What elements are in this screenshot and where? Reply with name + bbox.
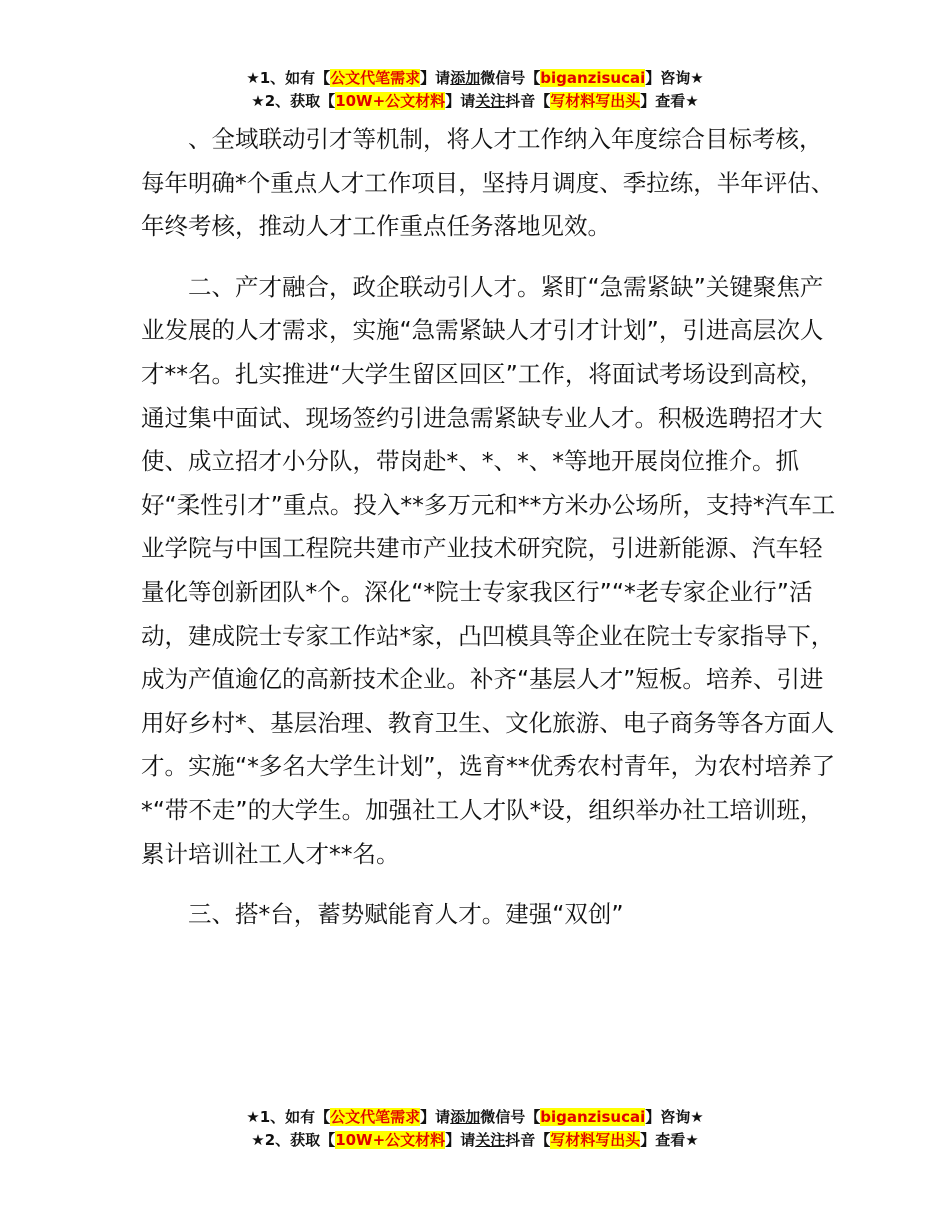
highlight-service: 公文代笔需求	[330, 1108, 421, 1126]
banner-line-2: ★2、获取【10W+公文材料】请关注抖音【写材料写出头】查看★	[251, 1131, 699, 1149]
highlight-materials: 10W+公文材料	[335, 1131, 446, 1149]
paragraph-3: 三、搭*台，蓄势赋能育人才。建强“双创”	[188, 900, 624, 929]
highlight-douyin-account: 写材料写出头	[550, 1131, 641, 1149]
highlight-wechat-id: biganzisucai	[540, 69, 646, 87]
highlight-wechat-id: biganzisucai	[540, 1108, 646, 1126]
banner-line-1: ★1、如有【公文代笔需求】请添加微信号【biganzisucai】咨询★	[246, 69, 704, 87]
highlight-douyin-account: 写材料写出头	[550, 92, 641, 110]
highlight-service: 公文代笔需求	[330, 69, 421, 87]
footer-banner	[0, 1106, 950, 1152]
header-banner	[0, 67, 950, 113]
paragraph-2: 二、产才融合，政企联动引人才。紧盯“急需紧缺”关键聚焦产业发展的人才需求，实施“急需紧缺人才引才计划”，引进高层次人才**名。扎实推进“大学生留区回区”工作，将面试考场设到高校，通过集中面试、现场签约引进急需紧缺专业人才。积极选聘招才大使、成立招才小分队，带岗赴*、*、*、*等地开展岗位推介。抓好“柔性引才”重点。投入**多万元和**方米办公场所，支持*汽车工业学院与中国工程院共建市产业技术研究院，引进新能源、汽车轻量化等创新团队*个。深化“*院士专家我区行”“*老专家企业行”活动，建成院士专家工作站*家，凸凹模具等企业在院士专家指导下，成为产值逾亿的高新技术企业。补齐“基层人才”短板。培养、引进用好乡村*、基层治理、教育卫生、文化旅游、电子商务等各方面人才。实施“*多名大学生计划”，选育**优秀农村青年，为农村培养了*“带不走”的大学生。加强社工人才队*设，组织举办社工培训班，累计培训社工人才**名。	[141, 272, 836, 868]
document-body	[141, 118, 841, 937]
highlight-materials: 10W+公文材料	[335, 92, 446, 110]
banner-line-1: ★1、如有【公文代笔需求】请添加微信号【biganzisucai】咨询★	[246, 1108, 704, 1126]
banner-line-2: ★2、获取【10W+公文材料】请关注抖音【写材料写出头】查看★	[251, 92, 699, 110]
paragraph-1: 、全域联动引才等机制，将人才工作纳入年度综合目标考核，每年明确*个重点人才工作项目，坚持月调度、季拉练，半年评估、年终考核，推动人才工作重点任务落地见效。	[141, 125, 835, 241]
